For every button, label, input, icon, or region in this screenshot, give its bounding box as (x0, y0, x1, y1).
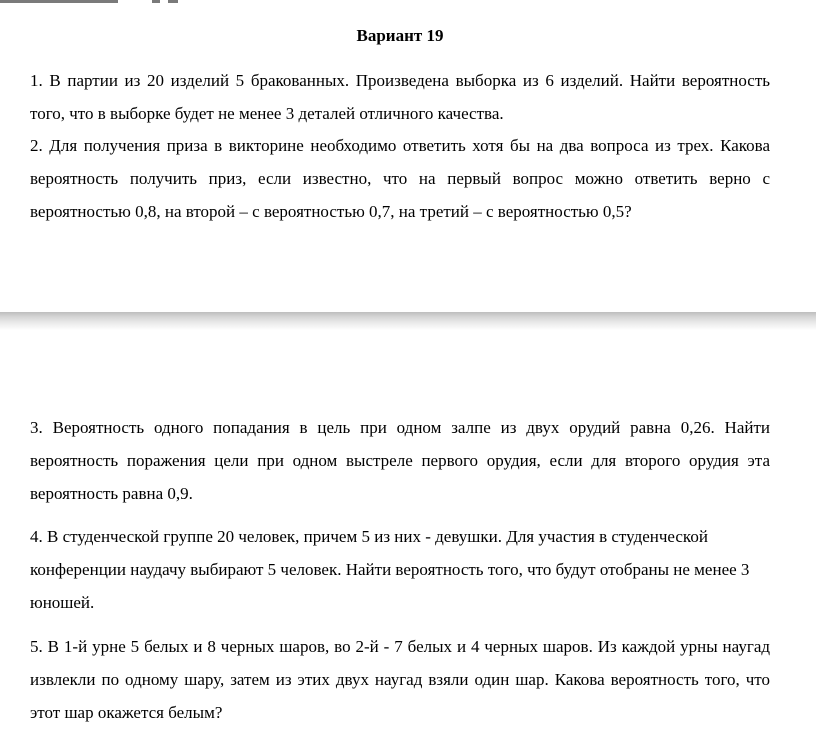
text-line: студенческой конференции наудачу выбирают 5 человек. Найти вероятность того, что (30, 527, 708, 579)
text-line: вероятность того, что этот шар окажется белым? (30, 670, 771, 722)
text-line: будут отобраны не менее 3 юношей. (30, 560, 750, 612)
text-line: вероятность того, что в выборке будет не менее 3 деталей отличного качества. (30, 71, 771, 123)
text-line: Какова вероятность получить приз, если известно, что на первый вопрос можно ответить (30, 136, 770, 188)
previous-text-fragment (0, 0, 190, 3)
document-page-top (0, 0, 816, 312)
variant-title: Вариант 19 (356, 26, 444, 45)
text-line: урны наугад извлекли по одному шару, затем из этих двух наугад взяли один шар. Какова (30, 637, 771, 689)
text-line: 5. В 1-й урне 5 белых и 8 черных шаров, во 2-й - 7 белых и 4 черных шаров. Из каждой (30, 637, 676, 656)
text-line: 4. В студенческой группе 20 человек, причем 5 из них - девушки. Для участия в (30, 527, 608, 546)
text-line: 1. В партии из 20 изделий 5 бракованных. Произведена выборка из 6 изделий. Найти (30, 71, 676, 90)
page-break-divider (0, 312, 816, 330)
text-line: 3. Вероятность одного попадания в цель при одном залпе из двух орудий равна 0,26. Найти (30, 418, 770, 437)
problem-5 (30, 630, 770, 729)
text-line: 2. Для получения приза в викторине необходимо ответить хотя бы на два вопроса из трех. (30, 136, 714, 155)
document-page-bottom (0, 330, 816, 732)
text-line: эта вероятность равна 0,9. (30, 451, 770, 503)
problem-4 (30, 520, 770, 619)
problem-2 (30, 129, 770, 228)
text-line: вероятность поражения цели при одном выстреле первого орудия, если для второго орудия (30, 451, 739, 470)
text-line: верно с вероятностью 0,8, на второй – с вероятностью 0,7, на третий – с вероятностью 0,5? (30, 169, 771, 221)
problem-1 (30, 64, 770, 130)
problem-3 (30, 411, 770, 510)
